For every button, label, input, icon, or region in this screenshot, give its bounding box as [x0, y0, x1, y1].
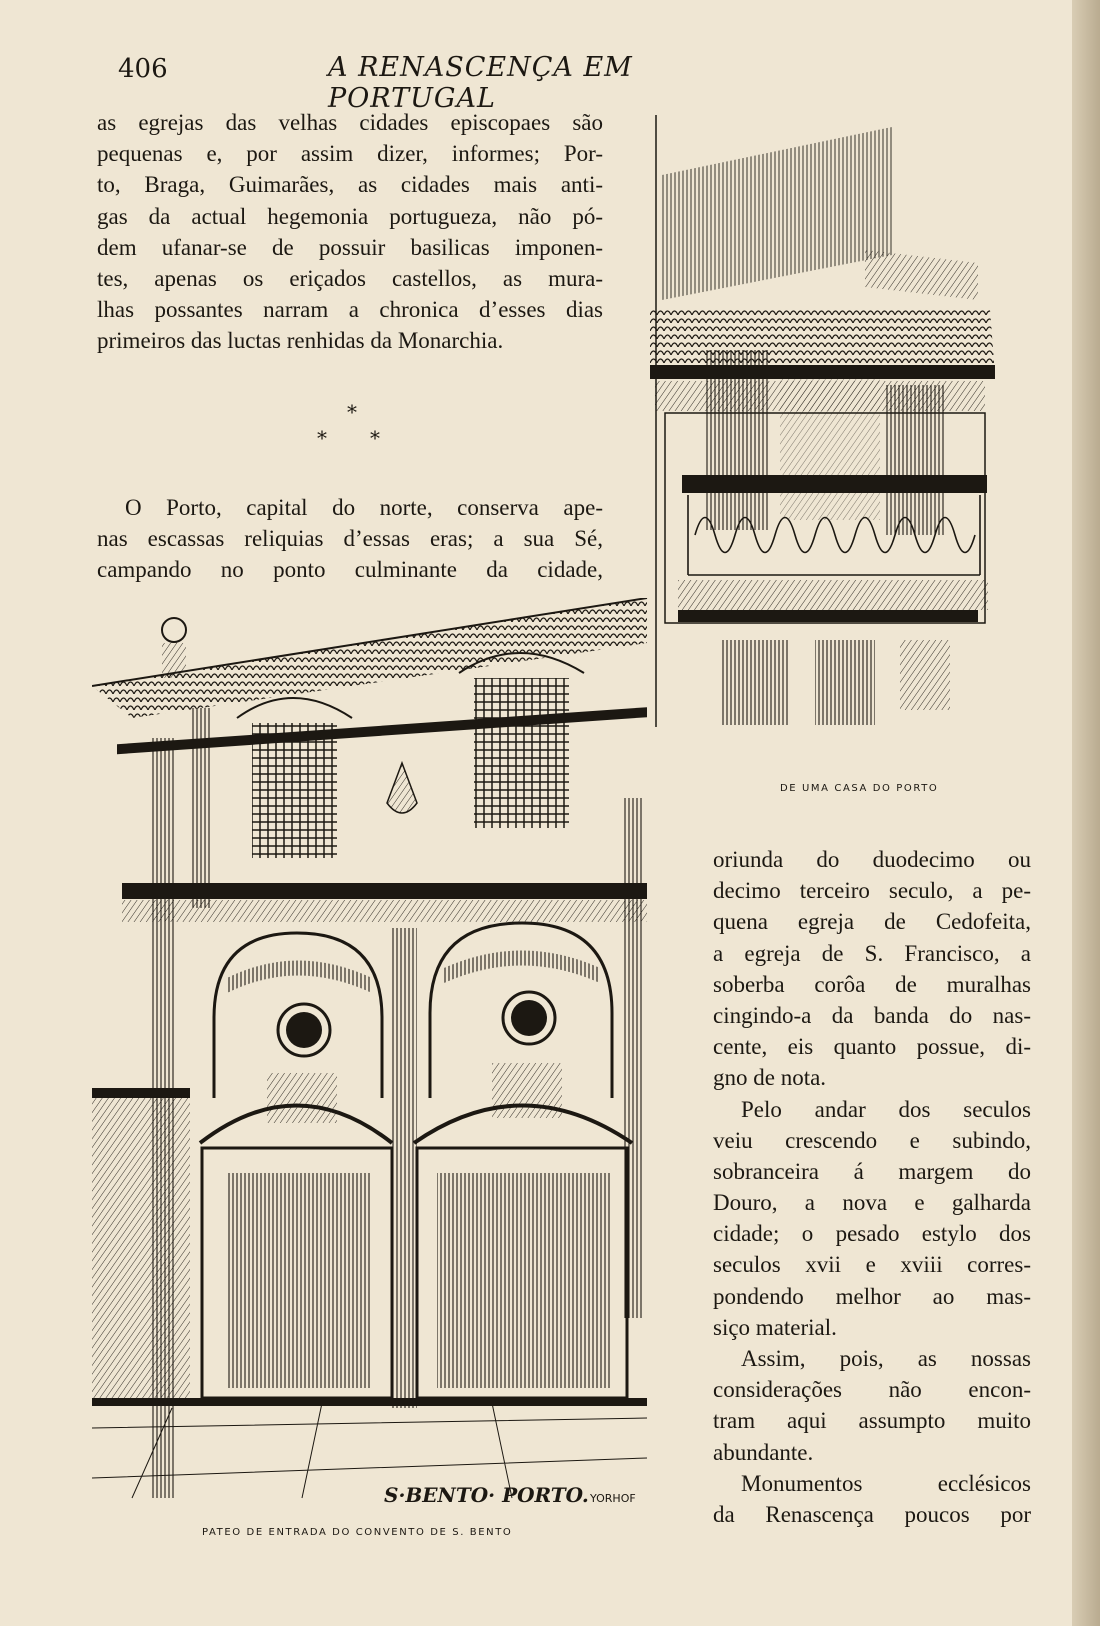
section-separator	[300, 400, 420, 460]
page-number: 406	[118, 54, 168, 84]
text-line: abundante.	[713, 1439, 814, 1465]
text-line: gno de nota.	[713, 1065, 827, 1091]
text-line: gas da actual hegemonia portugueza, não pó-	[97, 203, 603, 229]
text-line: Pelo andar dos seculos	[741, 1096, 1031, 1122]
illustration-signature: S·BENTO· PORTO.	[384, 1483, 589, 1507]
paragraph-2	[97, 492, 603, 586]
text-line: tram aqui assumpto muito	[713, 1408, 1031, 1434]
figure-caption: PATEO DE ENTRADA DO CONVENTO DE S. BENTO	[202, 1527, 513, 1538]
paragraph-1	[97, 107, 603, 357]
text-line: as egrejas das velhas cidades episcopaes são	[97, 110, 603, 135]
text-line: sobranceira á margem do	[713, 1158, 1031, 1184]
text-line: lhas possantes narram a chronica d’esses dias	[97, 297, 603, 323]
text-line: siço material.	[713, 1314, 837, 1340]
text-line: cingindo-a da banda do nas-	[713, 1002, 1031, 1028]
text-line: quena egreja de Cedofeita,	[713, 909, 1031, 935]
text-line: Monumentos ecclésicos	[741, 1470, 1031, 1496]
illustration-artist: YORHOF	[590, 1492, 636, 1505]
text-line: dem ufanar-se de possuir basilicas imponen-	[97, 234, 603, 260]
text-line: pondendo melhor ao mas-	[713, 1283, 1031, 1309]
text-line: decimo terceiro seculo, a pe-	[713, 878, 1031, 904]
text-line: to, Braga, Guimarães, as cidades mais anti-	[97, 172, 603, 198]
text-line: soberba corôa de muralhas	[713, 971, 1031, 997]
figure-caption: DE UMA CASA DO PORTO	[780, 783, 939, 794]
text-line: oriunda do duodecimo ou	[713, 847, 1031, 872]
text-line: nas escassas reliquias d’essas eras; a sua Sé,	[97, 526, 603, 552]
text-line: a egreja de S. Francisco, a	[713, 940, 1031, 966]
text-line: primeiros das luctas renhidas da Monarchia.	[97, 328, 504, 354]
running-header	[118, 48, 808, 114]
text-line: pequenas e, por assim dizer, informes; Por-	[97, 141, 603, 167]
separator-star: *	[347, 400, 357, 424]
text-line: da Renascença poucos por	[713, 1501, 1031, 1527]
running-title: A RENASCENÇA EM PORTUGAL	[328, 52, 633, 114]
separator-star: *	[370, 426, 380, 450]
text-line: campando no ponto culminante da cidade,	[97, 557, 603, 583]
text-line: Assim, pois, as nossas	[741, 1346, 1031, 1371]
right-column-text	[713, 844, 1031, 1530]
s-bento-convent-illustration	[92, 598, 672, 1510]
text-line: Douro, a nova e galharda	[713, 1190, 1031, 1216]
text-line: tes, apenas os eriçados castellos, as mura-	[97, 265, 603, 291]
casa-porto-illustration	[650, 115, 1030, 755]
page-edge	[1072, 0, 1100, 1626]
text-line: O Porto, capital do norte, conserva ape-	[125, 495, 603, 520]
text-line: seculos xvii e xviii corres-	[713, 1252, 1031, 1278]
text-line: cente, eis quanto possue, di-	[713, 1034, 1031, 1060]
separator-star: *	[317, 426, 327, 450]
text-line: considerações não encon-	[713, 1377, 1031, 1403]
text-line: cidade; o pesado estylo dos	[713, 1221, 1031, 1247]
text-line: veiu crescendo e subindo,	[713, 1127, 1031, 1153]
